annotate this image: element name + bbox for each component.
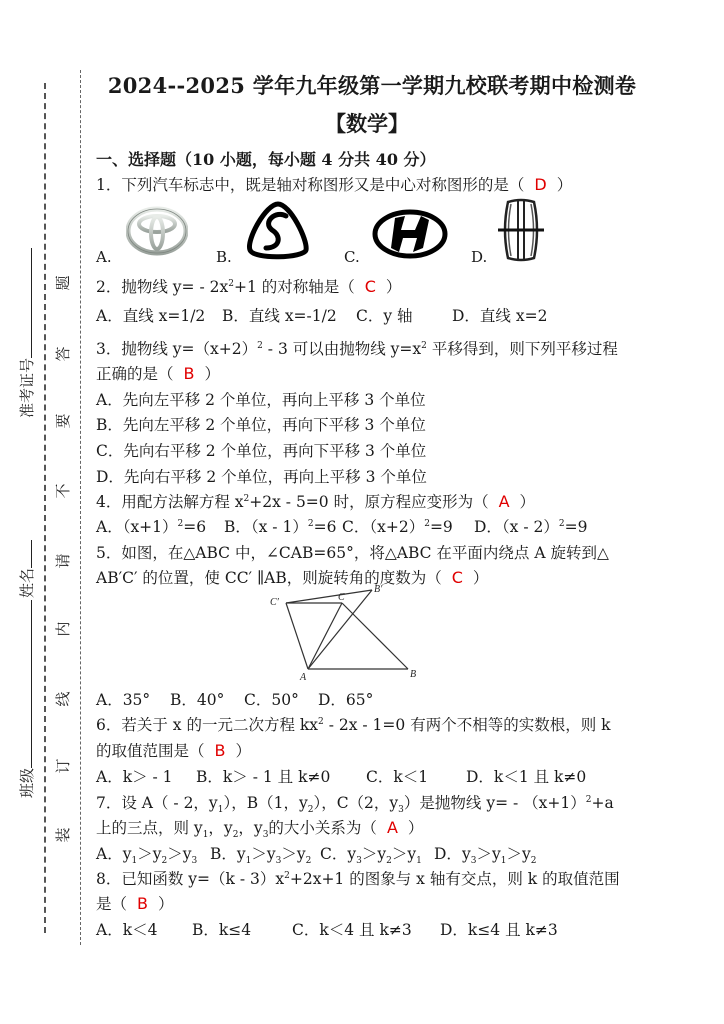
option-label: D． (434, 845, 462, 863)
option-label: C. (344, 248, 360, 266)
class-field[interactable] (16, 600, 37, 798)
binding-dashed-line-outer (80, 70, 81, 945)
option-b: B．先向左平移 2 个单位，再向下平移 3 个单位 (96, 416, 426, 434)
option-a: A．$y_1>y_2>y_3$ (96, 845, 198, 867)
option-d: D．先向右平移 2 个单位，再向上平移 3 个单位 (96, 468, 427, 486)
seal-notice-char: 订 (54, 758, 72, 774)
subscript: 2 (386, 856, 392, 867)
question-text: 是（ (96, 895, 128, 913)
question-5-stem: 5．如图，在△ABC 中，∠CAB=65°，将△ABC 在平面内绕点 A 旋转到△ (96, 544, 609, 562)
question-text: 平移得到，则下列平移过程 (426, 340, 618, 358)
superscript: 2 (177, 518, 184, 529)
question-8-stem (96, 867, 620, 889)
question-text: 的大小关系为（ (268, 819, 377, 837)
option-label: C． (320, 845, 348, 863)
question-7-options (96, 842, 536, 866)
subscript: 3 (262, 830, 269, 841)
subscript: 3 (398, 805, 404, 816)
question-text: +2x - 5=0 时，原方程应变形为（ (249, 493, 489, 511)
superscript: 2 (558, 518, 565, 529)
seal-notice-char: 内 (54, 621, 72, 637)
question-text: - 2x - 1=0 有两个不相等的实数根，则 k (323, 716, 611, 734)
answer-mark: C (451, 568, 463, 587)
paren-close: ） (472, 569, 489, 587)
question-text: +a (591, 794, 614, 812)
subscript: 1 (217, 805, 224, 816)
option-c: C．y 轴 (356, 307, 413, 325)
subscript: 1 (202, 830, 209, 841)
seal-notice-char: 线 (54, 691, 72, 707)
question-8-options (96, 918, 558, 940)
option-b (224, 515, 342, 537)
paren-close: ） (204, 365, 221, 383)
option-text: B．（x - 1） (224, 518, 308, 536)
option-text: D．（x - 2） (474, 518, 559, 536)
question-7-stem (96, 791, 614, 815)
option-label: D. (471, 248, 488, 266)
option-text: =9 (429, 518, 453, 536)
subject-title: 【数学】 (325, 111, 409, 136)
option-d: D．k≤4 且 k≠3 (440, 921, 558, 939)
paren-close: ） (407, 819, 424, 837)
question-text: ），C（2，y (313, 794, 399, 812)
seal-notice-char: 要 (54, 413, 72, 429)
paren-close: ） (235, 742, 252, 760)
option-text: =6 (313, 518, 337, 536)
subscript: 3 (275, 856, 282, 867)
option-d: D．65° (318, 691, 374, 709)
question-text: ）是抛物线 y= - （x+1） (403, 794, 586, 812)
option-d: D．k＜1 且 k≠0 (466, 768, 587, 786)
question-6-stem (96, 713, 611, 735)
subscript: 3 (191, 856, 198, 867)
option-c: C．k＜4 且 k≠3 (292, 921, 412, 939)
option-d: D．$y_3>y_1>y_2$ (434, 845, 537, 867)
option-a: A．35° (96, 691, 151, 709)
subscript: 3 (356, 856, 362, 867)
seal-notice-char: 请 (54, 553, 72, 569)
seal-notice-char: 答 (54, 346, 72, 362)
name-label: 姓名 (18, 567, 36, 598)
question-text: +2x+1 的图象与 x 轴有交点，则 k 的取值范围 (289, 870, 620, 888)
option-c (342, 515, 474, 537)
triangle-rotation-figure (266, 583, 426, 683)
superscript: 2 (424, 518, 430, 529)
answer-mark: B (137, 894, 148, 913)
binding-dashed-line-inner (44, 83, 46, 933)
superscript: 2 (421, 340, 427, 351)
option-b: B．k＞ - 1 且 k≠0 (196, 768, 331, 786)
option-c: C．50° (244, 691, 299, 709)
question-1-stem (96, 173, 572, 195)
question-4-stem (96, 490, 535, 512)
subscript: 1 (416, 856, 422, 867)
option-text: =9 (564, 518, 588, 536)
point-label: B′ (374, 584, 383, 595)
hyundai-logo-icon (371, 208, 449, 260)
point-label: C′ (270, 597, 279, 608)
superscript: 2 (243, 493, 250, 504)
paren-close: ） (385, 278, 402, 296)
option-a: A．先向左平移 2 个单位，再向上平移 3 个单位 (96, 391, 426, 409)
seal-notice-char: 装 (54, 827, 72, 843)
question-2-stem (96, 275, 401, 297)
option-a: A．k＜4 (96, 921, 158, 939)
answer-mark: D (534, 175, 547, 194)
point-label: A (300, 672, 307, 683)
exam-title: 2024--2025 学年九年级第一学期九校联考期中检测卷 (107, 73, 637, 98)
question-7-stem-line2 (96, 816, 423, 840)
answer-mark: B (183, 364, 195, 383)
option-label: B． (210, 845, 237, 863)
question-5-options (96, 688, 373, 710)
question-text: 6．若关于 x 的一元二次方程 kx (96, 716, 319, 734)
question-6-options (96, 765, 586, 787)
option-b: B．40° (170, 691, 225, 709)
question-3-stem (96, 337, 618, 359)
superscript: 2 (284, 870, 290, 881)
question-8-stem-line2 (96, 892, 174, 914)
option-a (96, 515, 224, 537)
seal-notice-char: 题 (54, 275, 72, 291)
question-text: 1．下列汽车标志中，既是轴对称图形又是中心对称图形的是（ (96, 176, 525, 194)
subscript: 2 (530, 856, 537, 867)
question-text: 3．抛物线 y=（x+2） (96, 340, 258, 358)
exam-number-field[interactable] (16, 248, 37, 418)
question-text: ，y (208, 819, 233, 837)
question-text: - 3 可以由抛物线 y=x (262, 340, 422, 358)
question-text: +1 的对称轴是（ (233, 278, 355, 296)
class-label: 班级 (18, 767, 36, 798)
option-label: A． (96, 845, 123, 863)
question-3-stem-line2 (96, 362, 220, 384)
option-text: C．（x+2） (342, 518, 425, 536)
name-field[interactable] (16, 540, 37, 598)
question-1-options (96, 198, 616, 268)
option-a: A．直线 x=1/2 (96, 307, 206, 325)
option-b: B．直线 x=-1/2 (222, 307, 337, 325)
subscript: 1 (245, 856, 252, 867)
answer-mark: A (498, 492, 510, 511)
superscript: 2 (318, 716, 324, 727)
answer-mark: C (364, 277, 376, 296)
option-c: C．$y_3>y_2>y_1$ (320, 845, 422, 867)
s-triangle-logo-icon (244, 200, 312, 262)
question-2-options (96, 304, 547, 326)
superscript: 2 (585, 794, 592, 805)
option-text: A．（x+1） (96, 518, 178, 536)
question-text: 4．用配方法解方程 x (96, 493, 244, 511)
subscript: 1 (131, 856, 138, 867)
subscript: 2 (307, 805, 314, 816)
subscript: 2 (305, 856, 312, 867)
question-4-options (96, 515, 587, 537)
answer-mark: A (386, 818, 398, 837)
paren-close: ） (519, 493, 536, 511)
question-text: 2．抛物线 y= - 2x (96, 278, 229, 296)
question-text: 的取值范围是（ (96, 742, 205, 760)
subscript: 2 (161, 856, 168, 867)
question-text: ，y (238, 819, 263, 837)
paren-close: ） (158, 895, 174, 913)
question-text: AB′C′ 的位置，使 CC′ ∥AB，则旋转角的度数为（ (96, 569, 442, 587)
section-heading: 一、选择题（10 小题，每小题 4 分共 40 分） (96, 150, 436, 169)
point-label: B (410, 669, 417, 680)
option-b: B．k≤4 (192, 921, 252, 939)
option-label: A. (96, 248, 112, 266)
option-label: B. (216, 248, 232, 266)
option-text: =6 (183, 518, 207, 536)
question-text: 正确的是（ (96, 365, 174, 383)
class-blank[interactable] (19, 600, 32, 768)
option-c: C．先向右平移 2 个单位，再向下平移 3 个单位 (96, 442, 427, 460)
question-text: 8．已知函数 y=（k - 3）x (96, 870, 285, 888)
superscript: 2 (228, 278, 234, 289)
seal-notice-char: 不 (54, 483, 72, 499)
subscript: 3 (470, 856, 477, 867)
subscript: 1 (500, 856, 507, 867)
exam-number-label: 准考证号 (18, 357, 36, 418)
point-label: C (338, 592, 345, 603)
name-blank[interactable] (19, 540, 32, 568)
superscript: 2 (307, 518, 314, 529)
option-d: D．直线 x=2 (452, 307, 548, 325)
question-text: ），B（1，y (223, 794, 308, 812)
option-d (474, 515, 587, 537)
question-text: 上的三点，则 y (96, 819, 203, 837)
option-a: A．k＞ - 1 (96, 768, 173, 786)
question-text: 7．设 A（ - 2，y (96, 794, 218, 812)
lincoln-logo-icon (496, 198, 546, 262)
exam-number-blank[interactable] (19, 248, 32, 358)
question-6-stem-line2 (96, 739, 251, 761)
superscript: 2 (257, 340, 263, 351)
toyota-logo-icon (126, 206, 188, 256)
answer-mark: B (214, 741, 226, 760)
paren-close: ） (556, 176, 573, 194)
subscript: 2 (232, 830, 239, 841)
option-c: C．k＜1 (366, 768, 429, 786)
option-b: B．$y_1>y_3>y_2$ (210, 845, 312, 867)
